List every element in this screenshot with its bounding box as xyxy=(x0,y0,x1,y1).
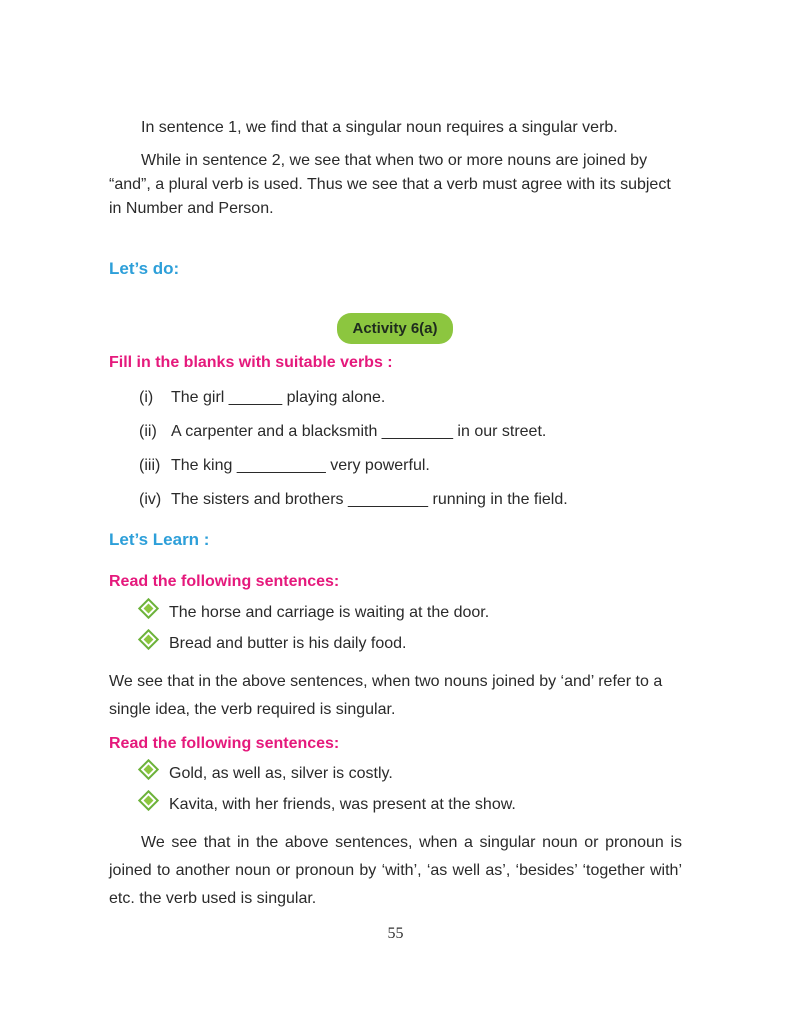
exercise-number: (iv) xyxy=(139,491,162,508)
exercise-item xyxy=(139,455,430,477)
section2-heading: Read the following sentences: xyxy=(109,735,340,752)
activity-badge: Activity 6(a) xyxy=(337,313,453,344)
exercise-item xyxy=(139,421,546,443)
exercise-number: (ii) xyxy=(139,423,157,440)
exercise-number: (iii) xyxy=(139,457,161,474)
activity-instruction: Fill in the blanks with suitable verbs : xyxy=(109,354,393,371)
exercise-number: (i) xyxy=(139,389,154,406)
list-item-text: The horse and carriage is waiting at the door. xyxy=(169,604,490,621)
exercise-text: The sisters and brothers _________ running in the field. xyxy=(171,491,568,508)
exercise-item xyxy=(139,489,568,511)
section2-explanation: We see that in the above sentences, when a singular noun or pronoun is joined to another noun or pronoun by ‘with’, ‘as well as’, ‘besides’ ‘together with’ etc. the verb used is singular. xyxy=(109,834,682,907)
section1-heading: Read the following sentences: xyxy=(109,573,340,590)
exercise-text: The king __________ very powerful. xyxy=(171,457,430,474)
list-item xyxy=(141,633,406,655)
list-item-text: Bread and butter is his daily food. xyxy=(169,635,407,652)
diamond-bullet-icon xyxy=(138,759,159,780)
intro-paragraph-2: While in sentence 2, we see that when two or more nouns are joined by “and”, a plural verb is used. Thus we see that a verb must agree with its subject in Number and Person. xyxy=(109,152,671,217)
exercise-item xyxy=(139,387,385,409)
diamond-bullet-icon xyxy=(138,598,159,619)
list-item-text: Kavita, with her friends, was present at the show. xyxy=(169,796,516,813)
diamond-bullet-icon xyxy=(138,629,159,650)
diamond-bullet-icon xyxy=(138,790,159,811)
exercise-text: The girl ______ playing alone. xyxy=(171,389,386,406)
section1-explanation: We see that in the above sentences, when two nouns joined by ‘and’ refer to a single idea, the verb required is singular. xyxy=(109,673,663,718)
exercise-text: A carpenter and a blacksmith ________ in our street. xyxy=(171,423,547,440)
intro-paragraph-1: In sentence 1, we find that a singular noun requires a singular verb. xyxy=(141,119,618,136)
list-item-text: Gold, as well as, silver is costly. xyxy=(169,765,393,782)
page-number: 55 xyxy=(387,925,404,942)
lets-do-heading: Let’s do: xyxy=(109,259,180,278)
list-item xyxy=(141,763,393,785)
lets-learn-heading: Let’s Learn : xyxy=(109,530,210,549)
list-item xyxy=(141,602,489,624)
list-item xyxy=(141,794,516,816)
